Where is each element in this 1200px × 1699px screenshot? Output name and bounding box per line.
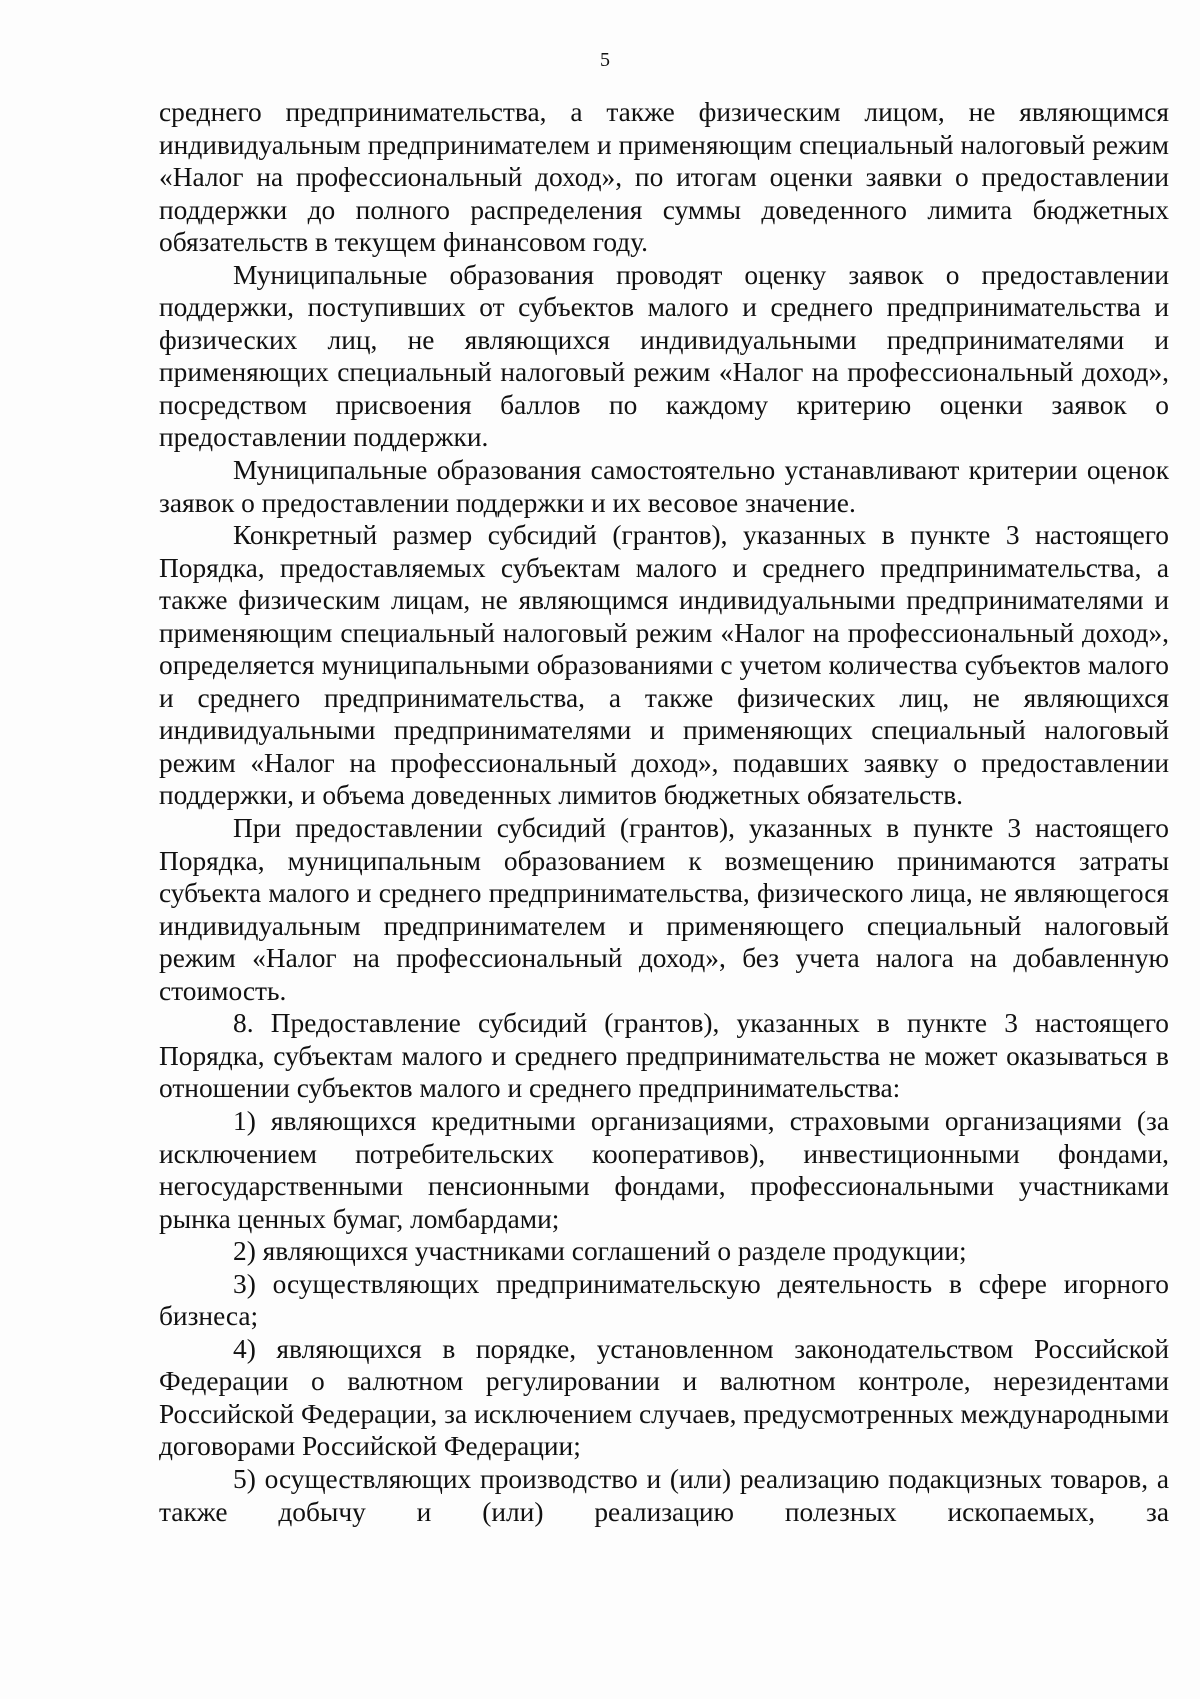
paragraph-subsidy-size: Конкретный размер субсидий (грантов), указанных в пункте 3 настоящего Порядка, предоставляемых субъектам малого и среднего предпринимательства, а также физическим лицам, не являющимся индивидуальными предпринимателями и применяющим специальный налоговый режим «Налог на профессиональный доход», определяется муниципальными образованиями с учетом количества субъектов малого и среднего предпринимательства, а также физических лиц, не являющихся индивидуальными предпринимателями и применяющих специальный налоговый режим «Налог на профессиональный доход», подавших заявку о предоставлении поддержки, и объема доведенных лимитов бюджетных обязательств. [159,520,1169,811]
paragraph-continuation: среднего предпринимательства, а также физическим лицом, не являющимся индивидуальным предпринимателем и применяющим специальный налоговый режим «Налог на профессиональный доход», по итогам оценки заявки о предоставлении поддержки до полного распределения суммы доведенного лимита бюджетных обязательств в текущем финансовом году. [159,97,1169,258]
list-item-2: 2) являющихся участниками соглашений о разделе продукции; [233,1236,967,1267]
paragraph-clause-8: 8. Предоставление субсидий (грантов), указанных в пункте 3 настоящего Порядка, субъектам малого и среднего предпринимательства не может оказываться в отношении субъектов малого и среднего предпринимательства: [159,1008,1169,1104]
paragraph-assessment: Муниципальные образования проводят оценку заявок о предоставлении поддержки, поступивших от субъектов малого и среднего предпринимательства и физических лиц, не являющихся индивидуальными предпринимателями и применяющих специальный налоговый режим «Налог на профессиональный доход», посредством присвоения баллов по каждому критерию оценки заявок о предоставлении поддержки. [159,259,1169,453]
paragraph-reimbursement: При предоставлении субсидий (грантов), указанных в пункте 3 настоящего Порядка, муниципальным образованием к возмещению принимаются затраты субъекта малого и среднего предпринимательства, физического лица, не являющегося индивидуальным предпринимателем и применяющего специальный налоговый режим «Налог на профессиональный доход», без учета налога на добавленную стоимость. [159,813,1169,1006]
list-item-5: 5) осуществляющих производство и (или) реализацию подакцизных товаров, а также добычу и (или) реализацию полезных ископаемых, за [159,1463,1169,1527]
list-item-3: 3) осуществляющих предпринимательскую деятельность в сфере игорного бизнеса; [159,1268,1169,1332]
page-number: 5 [600,49,610,71]
paragraph-criteria: Муниципальные образования самостоятельно устанавливают критерии оценок заявок о предоставлении поддержки и их весовое значение. [159,455,1169,518]
list-item-4: 4) являющихся в порядке, установленном законодательством Российской Федерации о валютном регулировании и валютном контроле, нерезидентами Российской Федерации, за исключением случаев, предусмотренных международными договорами Российской Федерации; [159,1333,1169,1462]
document-body [159,96,1169,1528]
list-item-1: 1) являющихся кредитными организациями, страховыми организациями (за исключением потребительских кооперативов), инвестиционными фондами, негосударственными пенсионными фондами, профессиональными участниками рынка ценных бумаг, ломбардами; [159,1105,1169,1234]
